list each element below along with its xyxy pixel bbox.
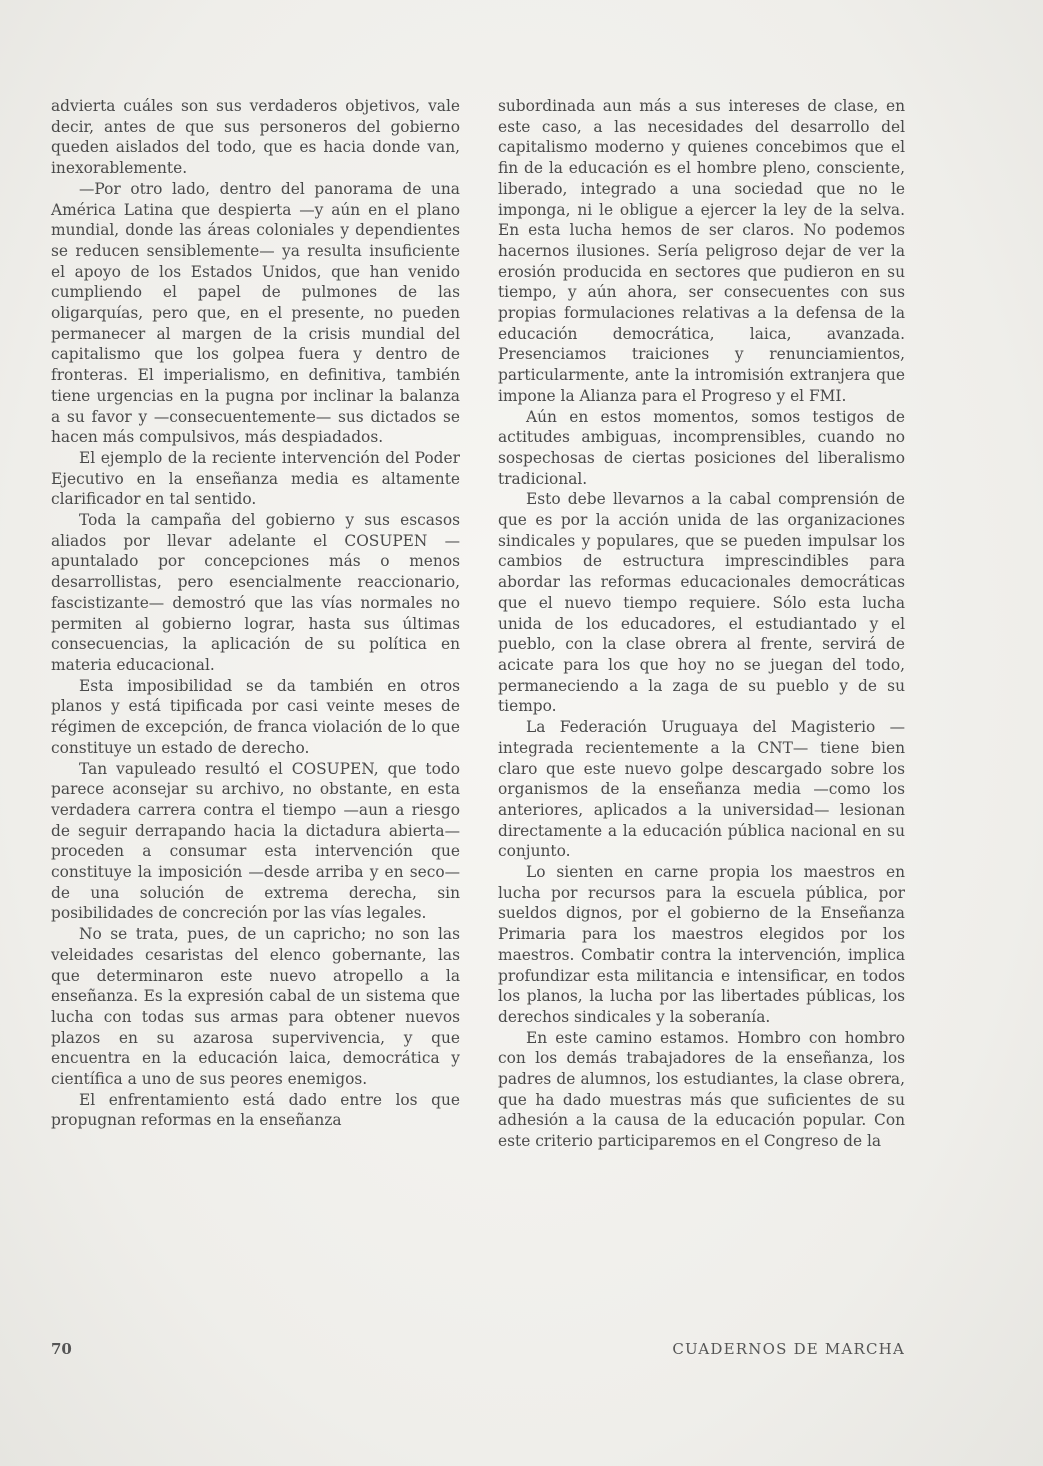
right-text-column bbox=[498, 96, 905, 1152]
paragraph: subordinada aun más a sus intereses de clase, en este caso, a las necesidades del desarrollo del capitalismo moderno y quienes concebimos que el fin de la educación es el hombre pleno, consciente, liberado, integrado a una sociedad que no le imponga, ni le obligue a ejercer la ley de la selva. En esta lucha hemos de ser claros. No podemos hacernos ilusiones. Sería peligroso dejar de ver la erosión producida en sectores que pudieron en su tiempo, y aún ahora, ser consecuentes con sus propias formulaciones relativas a la defensa de la educación democrática, laica, avanzada. Presenciamos traiciones y renunciamientos, particularmente, ante la intromisión extranjera que impone la Alianza para el Progreso y el FMI. bbox=[498, 97, 905, 405]
paragraph: Esta imposibilidad se da también en otros planos y está tipificada por casi veinte meses de régimen de excepción, de franca violación de lo que constituye un estado de derecho. bbox=[51, 676, 460, 757]
paragraph: No se trata, pues, de un capricho; no son las veleidades cesaristas del elenco gobernante, las que determinaron este nuevo atropello a la enseñanza. Es la expresión cabal de un sistema que lucha con todas sus armas para obtener nuevos plazos en su azarosa supervivencia, y que encuentra en la educación laica, democrática y científica a uno de sus peores enemigos. bbox=[51, 925, 460, 1089]
publication-title: CUADERNOS DE MARCHA bbox=[672, 1340, 905, 1358]
paragraph: —Por otro lado, dentro del panorama de una América Latina que despierta —y aún en el plano mundial, donde las áreas coloniales y dependientes se reducen sensiblemente— ya resulta insuficiente el apoyo de los Estados Unidos, que han venido cumpliendo el papel de pulmones de las oligarquías, pero que, en el presente, no pueden permanecer al margen de la crisis mundial del capitalismo que los golpea fuera y dentro de fronteras. El imperialismo, en definitiva, también tiene urgencias en la pugna por inclinar la balanza a su favor y —consecuentemente— sus dictados se hacen más compulsivos, más despiadados. bbox=[51, 179, 460, 447]
paragraph: Esto debe llevarnos a la cabal comprensión de que es por la acción unida de las organizaciones sindicales y populares, que se pueden impulsar los cambios de estructura imprescindibles para abordar las reformas educacionales democráticas que el nuevo tiempo requiere. Sólo esta lucha unida de los educadores, el estudiantado y el pueblo, con la clase obrera al frente, servirá de acicate para los que hoy no se juegan del todo, permaneciendo a la zaga de su pueblo y de su tiempo. bbox=[498, 490, 905, 716]
paragraph: La Federación Uruguaya del Magisterio —integrada recientemente a la CNT— tiene bien claro que este nuevo golpe descargado sobre los organismos de la enseñanza media —como los anteriores, aplicados a la universidad— lesionan directamente a la educación pública nacional en su conjunto. bbox=[498, 718, 905, 861]
paragraph: Aún en estos momentos, somos testigos de actitudes ambiguas, incomprensibles, cuando no sospechosas de ciertas posiciones del liberalismo tradicional. bbox=[498, 407, 905, 488]
left-text-column bbox=[51, 96, 460, 1131]
paragraph: advierta cuáles son sus verdaderos objetivos, vale decir, antes de que sus personeros del gobierno queden aislados del todo, que es hacia donde van, inexorablemente. bbox=[51, 97, 460, 178]
paragraph: El enfrentamiento está dado entre los que propugnan reformas en la enseñanza bbox=[51, 1090, 460, 1130]
paragraph: El ejemplo de la reciente intervención del Poder Ejecutivo en la enseñanza media es altamente clarificador en tal sentido. bbox=[51, 448, 460, 509]
paragraph: En este camino estamos. Hombro con hombro con los demás trabajadores de la enseñanza, los padres de alumnos, los estudiantes, la clase obrera, que ha dado muestras más que suficientes de su adhesión a la causa de la educación popular. Con este criterio participaremos en el Congreso de la bbox=[498, 1028, 905, 1151]
page-number: 70 bbox=[51, 1340, 72, 1358]
paragraph: Tan vapuleado resultó el COSUPEN, que todo parece aconsejar su archivo, no obstante, en esta verdadera carrera contra el tiempo —aun a riesgo de seguir derrapando hacia la dictadura abierta— proceden a consumar esta intervención que constituye la imposición —desde arriba y en seco— de una solución de extrema derecha, sin posibilidades de concreción por las vías legales. bbox=[51, 759, 460, 923]
paragraph: Toda la campaña del gobierno y sus escasos aliados por llevar adelante el COSUPEN —apuntalado por concepciones más o menos desarrollistas, pero esencialmente reaccionario, fascistizante— demostró que las vías normales no permiten al gobierno lograr, hasta sus últimas consecuencias, la aplicación de su política en materia educacional. bbox=[51, 511, 460, 674]
paragraph: Lo sienten en carne propia los maestros en lucha por recursos para la escuela pública, por sueldos dignos, por el gobierno de la Enseñanza Primaria para los maestros elegidos por los maestros. Combatir contra la intervención, implica profundizar esta militancia e intensificar, en todos los planos, la lucha por las libertades públicas, los derechos sindicales y la soberanía. bbox=[498, 863, 905, 1026]
